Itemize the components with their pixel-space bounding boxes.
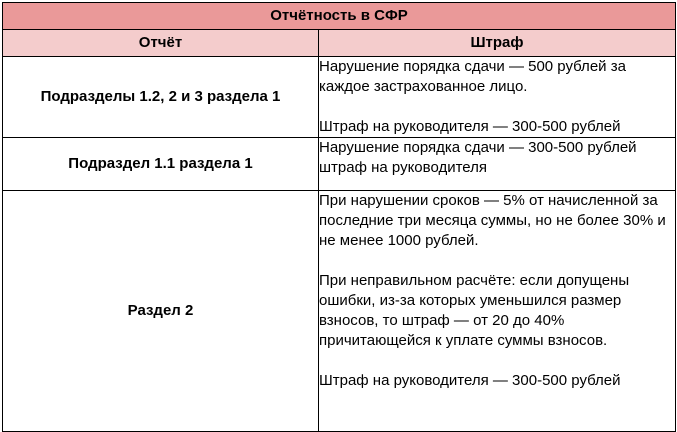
fine-paragraph: Нарушение порядка сдачи — 500 рублей за каждое застрахованное лицо. (319, 58, 626, 95)
fine-paragraph: При нарушении сроков — 5% от начисленной за последние три месяца суммы, но не более 30% и не менее 1000 рублей. (319, 192, 666, 249)
column-header-report: Отчёт (3, 30, 319, 57)
column-header-fine: Штраф (319, 30, 676, 57)
report-name-cell: Подразделы 1.2, 2 и 3 раздела 1 (3, 57, 319, 138)
table-header-row (3, 30, 676, 57)
table-title: Отчётность в СФР (3, 3, 676, 30)
table-row (3, 138, 676, 191)
sfr-reporting-table (2, 2, 676, 432)
fine-paragraph: Штраф на руководителя — 300-500 рублей (319, 372, 621, 389)
fine-cell (319, 138, 676, 191)
fine-cell (319, 191, 676, 432)
fine-paragraph: Нарушение порядка сдачи — 300-500 рублей штраф на руководителя (319, 139, 637, 176)
fine-paragraph: При неправильном расчёте: если допущены ошибки, из-за которых уменьшился размер взносов, то штраф — от 20 до 40% причитающейся к уплате суммы взносов. (319, 272, 630, 349)
table-row (3, 57, 676, 138)
table-title-row (3, 3, 676, 30)
fine-paragraph: Штраф на руководителя — 300-500 рублей (319, 118, 621, 135)
report-name-cell: Подраздел 1.1 раздела 1 (3, 138, 319, 191)
table-row (3, 191, 676, 432)
report-name-cell: Раздел 2 (3, 191, 319, 432)
fine-cell (319, 57, 676, 138)
